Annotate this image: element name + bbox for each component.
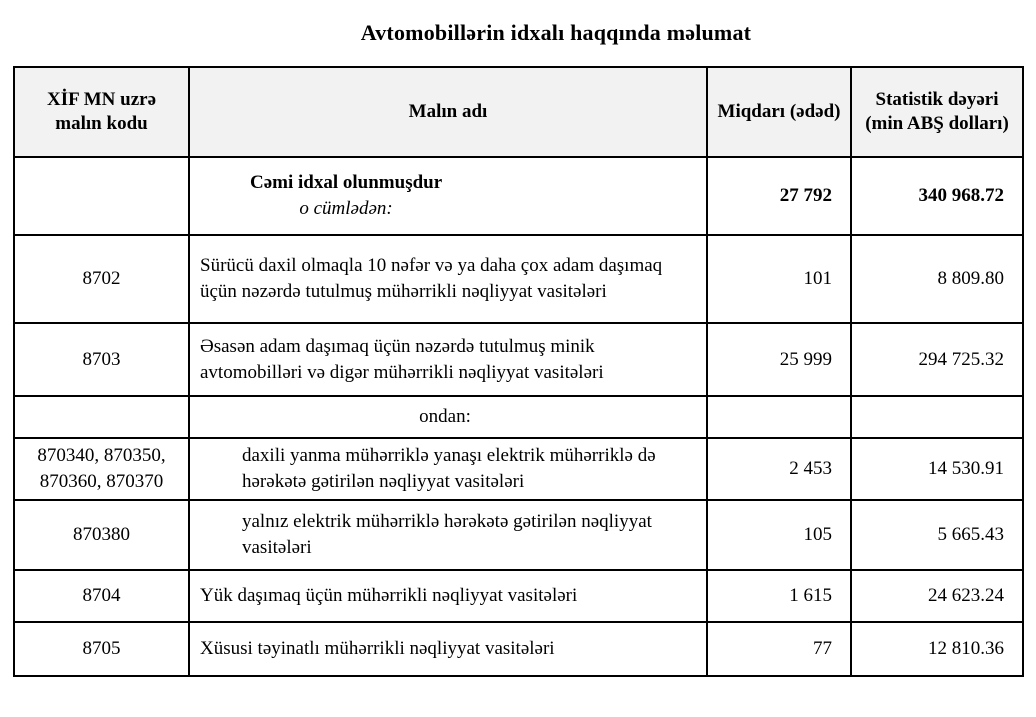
cell-quantity <box>707 396 851 438</box>
header-row <box>14 67 1023 157</box>
col-header-name: Malın adı <box>189 67 707 157</box>
total-sublabel: o cümlədən: <box>299 198 393 219</box>
page-title: Avtomobillərin idxalı haqqında məlumat <box>360 20 752 45</box>
col-header-code: XİF MN uzrə malın kodu <box>14 67 189 157</box>
cell-name: Yük daşımaq üçün mühərrikli nəqliyyat vasitələri <box>189 570 707 622</box>
document-page <box>0 20 1036 717</box>
cell-value <box>851 396 1023 438</box>
cell-name: yalnız elektrik mühərriklə hərəkətə gətirilən nəqliyyat vasitələri <box>189 500 707 570</box>
cell-name: ondan: <box>189 396 707 438</box>
cell-value: 24 623.24 <box>851 570 1023 622</box>
col-header-quantity: Miqdarı (ədəd) <box>707 67 851 157</box>
cell-quantity: 105 <box>707 500 851 570</box>
cell-quantity: 27 792 <box>707 157 851 235</box>
cell-value: 5 665.43 <box>851 500 1023 570</box>
cell-name <box>189 157 707 235</box>
cell-code: 8702 <box>14 235 189 323</box>
cell-name: daxili yanma mühərriklə yanaşı elektrik mühərriklə də hərəkətə gətirilən nəqliyyat vasitələri <box>189 438 707 500</box>
cell-code: 8705 <box>14 622 189 676</box>
table-row-8702 <box>14 235 1023 323</box>
cell-value: 14 530.91 <box>851 438 1023 500</box>
table-row-ondan <box>14 396 1023 438</box>
table-row-8703 <box>14 323 1023 396</box>
cell-value: 8 809.80 <box>851 235 1023 323</box>
table-row-8705 <box>14 622 1023 676</box>
cell-quantity: 1 615 <box>707 570 851 622</box>
total-label: Cəmi idxal olunmuşdur <box>250 172 443 193</box>
cell-name: Xüsusi təyinatlı mühərrikli nəqliyyat vasitələri <box>189 622 707 676</box>
cell-quantity: 25 999 <box>707 323 851 396</box>
cell-code <box>14 396 189 438</box>
total-label-group <box>250 170 442 222</box>
cell-quantity: 77 <box>707 622 851 676</box>
cell-value: 294 725.32 <box>851 323 1023 396</box>
cell-code: 870380 <box>14 500 189 570</box>
cell-name: Sürücü daxil olmaqla 10 nəfər və ya daha çox adam daşımaq üçün nəzərdə tutulmuş mühərrikli nəqliyyat vasitələri <box>189 235 707 323</box>
cell-quantity: 2 453 <box>707 438 851 500</box>
table-row-8704 <box>14 570 1023 622</box>
cell-name: Əsasən adam daşımaq üçün nəzərdə tutulmuş minik avtomobilləri və digər mühərrikli nəqliyyat vasitələri <box>189 323 707 396</box>
cell-value: 340 968.72 <box>851 157 1023 235</box>
cell-quantity: 101 <box>707 235 851 323</box>
cell-code: 8704 <box>14 570 189 622</box>
imports-table <box>13 66 1024 677</box>
col-header-value: Statistik dəyəri (min ABŞ dolları) <box>851 67 1023 157</box>
table-row-870380 <box>14 500 1023 570</box>
cell-code <box>14 157 189 235</box>
cell-code: 8703 <box>14 323 189 396</box>
cell-code: 870340, 870350, 870360, 870370 <box>14 438 189 500</box>
table-row-870340 <box>14 438 1023 500</box>
cell-value: 12 810.36 <box>851 622 1023 676</box>
table-row-total <box>14 157 1023 235</box>
